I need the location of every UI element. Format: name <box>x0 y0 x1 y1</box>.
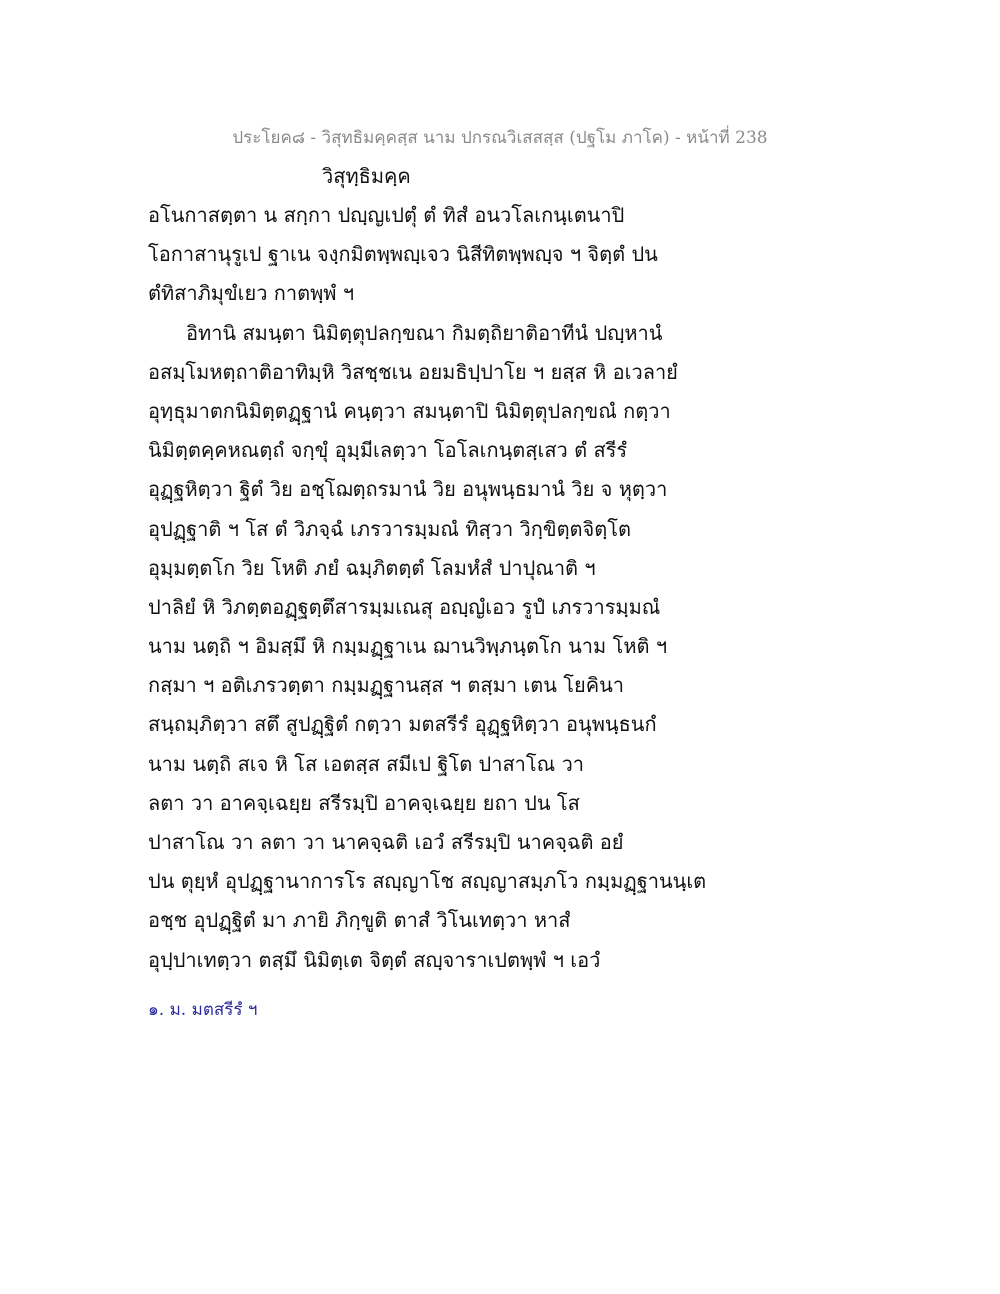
text-line: อุปฺปาเทตฺวา ตสฺมึ นิมิตฺเต จิตฺตํ สญฺจาราเปตพฺพํ ฯ เอวํ <box>148 947 601 972</box>
text-line: อุมฺมตฺตโก วิย โหติ ภยํ ฉมฺภิตตฺตํ โลมหํสํ ปาปุณาติ ฯ <box>148 555 596 580</box>
text-line: อชฺช อุปฏฺฐิตํ มา ภายิ ภิกฺขูติ ตาสํ วิโนเทตฺวา หาสํ <box>148 908 571 933</box>
text-line: อโนกาสตฺตา น สกฺกา ปญฺญเปตุํ ตํ ทิสํ อนวโลเกนฺเตนาปิ <box>148 203 625 227</box>
section-title: วิสุทฺธิมคฺค <box>322 164 411 188</box>
text-line: โอกาสานุรูเป ฐาเน จงฺกมิตพฺพญฺเจว นิสีทิตพฺพญฺจ ฯ จิตฺตํ ปน <box>148 242 658 267</box>
text-line: ปน ตุยฺหํ อุปฏฺฐานาการโร สญฺญาโช สญฺญาสมฺภโว กมฺมฏฺฐานนฺเต <box>148 869 707 894</box>
page-header: ประโยค๘ - วิสุทธิมคฺคสฺส นาม ปกรณวิเสสสฺส (ปฐโม ภาโค) - หน้าที่ 238 <box>232 128 768 148</box>
text-line: ปาสาโณ วา ลตา วา นาคจฺฉติ เอวํ สรีรมฺปิ นาคจฺฉติ อยํ <box>148 830 624 854</box>
footnote: ๑. ม. มตสรีรํ ฯ <box>148 1000 258 1020</box>
text-line: ตํทิสาภิมุขํเยว กาตพฺพํ ฯ <box>148 281 355 306</box>
text-line: อุฏฺฐหิตฺวา ฐิตํ วิย อชฺโฌตฺถรมานํ วิย อนุพนฺธมานํ วิย จ หุตฺวา <box>148 477 668 502</box>
text-line: นิมิตฺตคฺคหณตฺถํ จกฺขุํ อุมฺมีเลตฺวา โอโลเกนฺตสฺเสว ตํ สรีรํ <box>148 438 628 463</box>
text-line: อุทฺธุมาตกนิมิตฺตฏฺฐานํ คนฺตฺวา สมนฺตาปิ นิมิตฺตุปลกฺขณํ กตฺวา <box>148 398 671 423</box>
text-line: ลตา วา อาคจฺเฉยฺย สรีรมฺปิ อาคจฺเฉยฺย ยถา ปน โส <box>148 790 580 815</box>
text-line: นาม นตฺถิ ฯ อิมสฺมึ หิ กมฺมฏฺฐาเน ฌานวิพฺภนฺตโก นาม โหติ ฯ <box>148 634 668 659</box>
paragraph-start-line: อิทานิ สมนฺตา นิมิตฺตุปลกฺขณา กิมตฺถิยาติอาทีนํ ปญฺหานํ <box>186 320 663 345</box>
text-line: อุปฏฺฐาติ ฯ โส ตํ วิภจฺฉํ เภรวารมฺมณํ ทิสฺวา วิกฺขิตฺตจิตฺโต <box>148 516 631 541</box>
text-line: สนฺถมฺภิตฺวา สตึ สูปฏฺฐิตํ กตฺวา มตสรีรํ อุฏฺฐหิตฺวา อนุพนฺธนกํ <box>148 712 657 737</box>
text-line: อสมฺโมหตฺถาติอาทิมฺหิ วิสชฺชเน อยมธิปฺปาโย ฯ ยสฺส หิ อเวลายํ <box>148 359 678 384</box>
text-line: กสฺมา ฯ อติเภรวตฺตา กมฺมฏฺฐานสฺส ฯ ตสฺมา เตน โยคินา <box>148 673 624 698</box>
text-line: ปาลิยํ หิ วิภตฺตอฏฺฐตฺตึสารมฺมเณสุ อญฺญํเอว รูปํ เภรวารมฺมณํ <box>148 594 661 619</box>
text-line: นาม นตฺถิ สเจ หิ โส เอตสฺส สมีเป ฐิโต ปาสาโณ วา <box>148 751 585 776</box>
body-text <box>148 200 708 984</box>
